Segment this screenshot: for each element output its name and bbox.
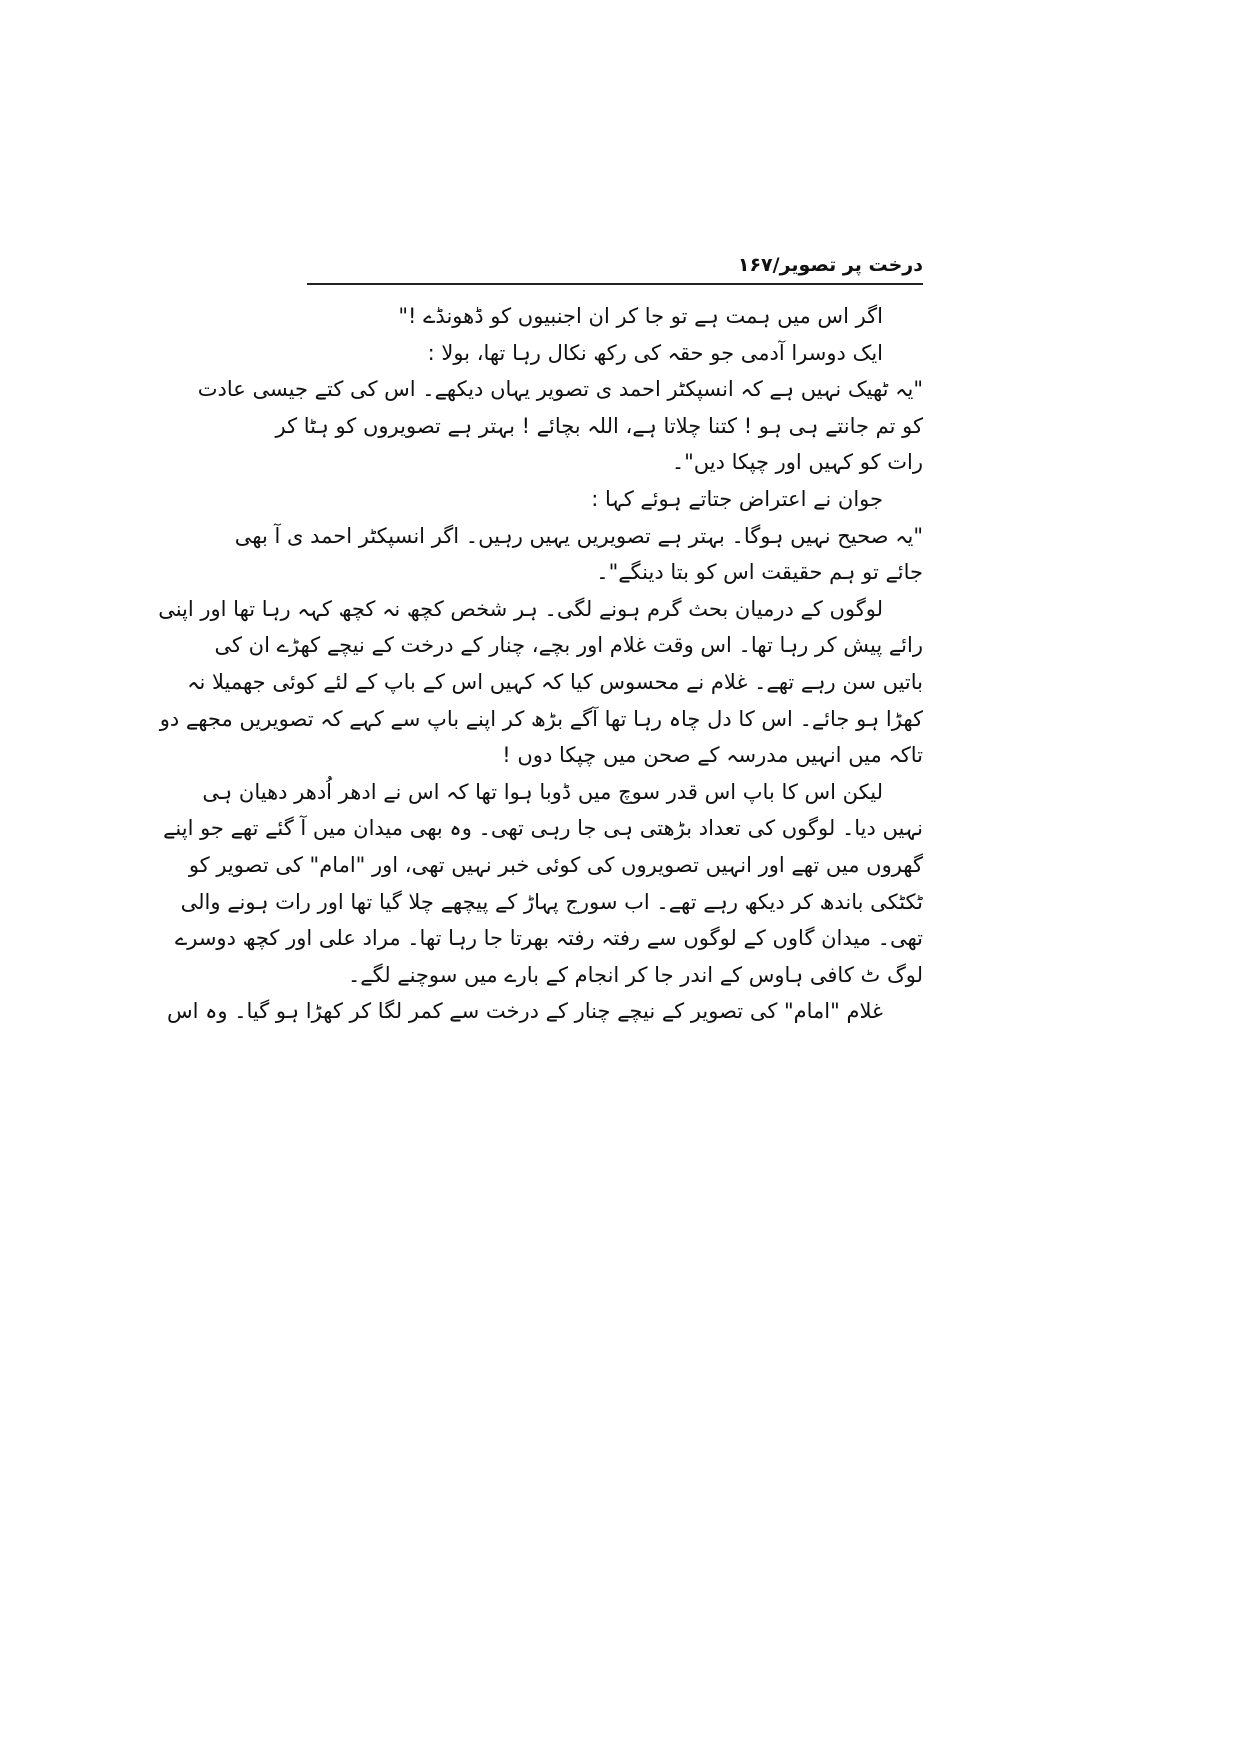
text-line: "یہ ٹھیک نہیں ہے کہ انسپکٹر احمد ی تصویر یہاں دیکھے۔ اس کی کتے جیسی عادت [197, 377, 923, 402]
text-line: رات کو کہیں اور چپکا دیں"۔ [671, 450, 923, 475]
text-line: کھڑا ہو جائے۔ اس کا دل چاہ رہا تھا آگے بڑھ کر اپنے باپ سے کہے کہ تصویریں مجھے دو [159, 706, 923, 731]
text-line: "یہ صحیح نہیں ہوگا۔ بہتر ہے تصویریں یہیں رہیں۔ اگر انسپکٹر احمد ی آ بھی [234, 523, 923, 548]
text-line: تاکہ میں انہیں مدرسہ کے صحن میں چپکا دوں ! [502, 743, 923, 768]
text-line: ایک دوسرا آدمی جو حقہ کی رکھ نکال رہا تھا، بولا : [427, 340, 883, 365]
text-line: کو تم جانتے ہی ہو ! کتنا چلاتا ہے، اللہ بچائے ! بہتر ہے تصویروں کو ہٹا کر [275, 413, 923, 438]
text-line: لوگوں کے درمیان بحث گرم ہونے لگی۔ ہر شخص کچھ نہ کچھ کہہ رہا تھا اور اپنی [158, 596, 883, 621]
text-line: نہیں دیا۔ لوگوں کی تعداد بڑھتی ہی جا رہی تھی۔ وہ بھی میدان میں آ گئے تھے جو اپنے [163, 816, 923, 841]
text-line: رائے پیش کر رہا تھا۔ اس وقت غلام اور بچے، چنار کے درخت کے نیچے کھڑے ان کی [214, 633, 923, 658]
text-line: لیکن اس کا باپ اس قدر سوچ میں ڈوبا ہوا تھا کہ اس نے ادھر اُدھر دھیان ہی [202, 779, 883, 804]
text-line: غلام "امام" کی تصویر کے نیچے چنار کے درخت سے کمر لگا کر کھڑا ہو گیا۔ وہ اس [166, 999, 883, 1024]
header-rule [307, 283, 923, 285]
running-header: درخت پر تصویر/۱۶۷ [737, 254, 923, 276]
text-line: ٹکٹکی باندھ کر دیکھ رہے تھے۔ اب سورج پہاڑ کے پیچھے چلا گیا تھا اور رات ہونے والی [180, 889, 923, 914]
text-line: باتیں سن رہے تھے۔ غلام نے محسوس کیا کہ کہیں اس کے باپ کے لئے کوئی جھمیلا نہ [187, 669, 923, 694]
body-text [158, 298, 923, 1030]
text-line: جائے تو ہم حقیقت اس کو بتا دینگے"۔ [596, 560, 923, 585]
text-line: لوگ ٹ کافی ہاوس کے اندر جا کر انجام کے بارے میں سوچنے لگے۔ [348, 962, 923, 987]
text-line: اگر اس میں ہمت ہے تو جا کر ان اجنبیوں کو ڈھونڈے !" [398, 304, 883, 328]
text-line: گھروں میں تھے اور انہیں تصویروں کی کوئی خبر نہیں تھی، اور "امام" کی تصویر کو [188, 852, 923, 877]
text-line: تھی۔ میدان گاوں کے لوگوں سے رفتہ رفتہ بھرتا جا رہا تھا۔ مراد علی اور کچھ دوسرے [174, 926, 923, 951]
text-line: جوان نے اعتراض جتاتے ہوئے کہا : [591, 486, 883, 511]
